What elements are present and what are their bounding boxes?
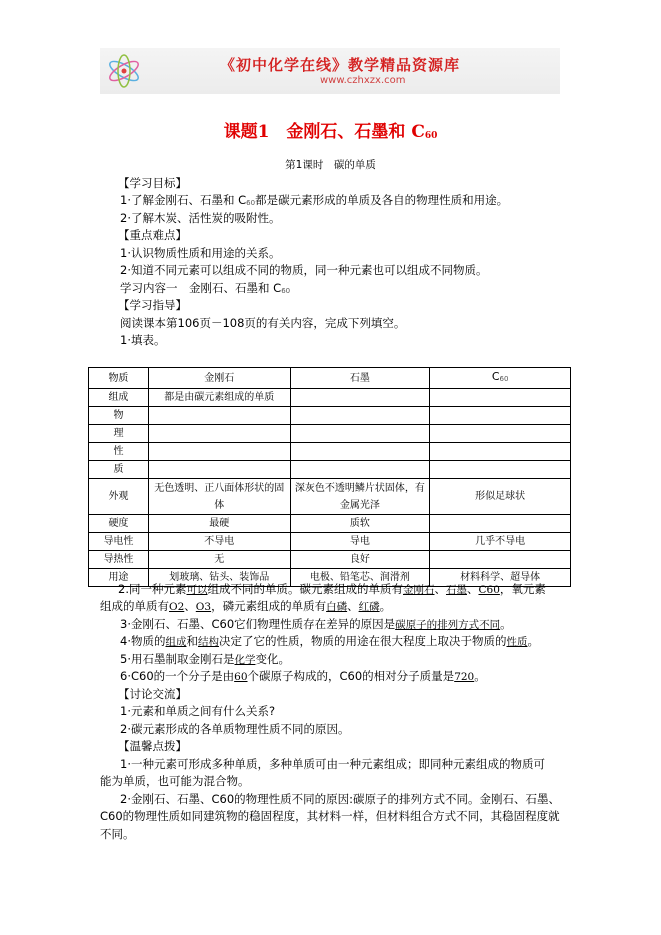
lesson-subtitle: 第1课时 碳的单质 [285,159,376,171]
atom-logo-icon [106,54,142,88]
title-subscript: 60 [424,131,438,141]
table-header-cell: 石墨 [290,368,430,389]
table-row [89,479,571,515]
table-row [89,443,571,461]
question-2: 2.同一种元素可以组成不同的单质。碳元素组成的单质有金刚石、石墨、C60，氧元素 [118,582,546,596]
table-cell: 不导电 [148,533,290,551]
table-cell [148,443,290,461]
question-2-cont: 组成的单质有O2、O3，磷元素组成的单质有白磷、红磷。 [100,599,392,613]
table-cell: 性 [89,443,149,461]
table-cell [430,551,571,569]
properties-table [88,367,571,587]
table-row [89,551,571,569]
table-header-cell: 金刚石 [148,368,290,389]
brand-name: 《初中化学在线》教学精品资源库 [220,56,461,74]
table-cell: 几乎不导电 [430,533,571,551]
table-cell [148,425,290,443]
question-4: 4·物质的组成和结构决定了它的性质，物质的用途在很大程度上取决于物质的性质。 [120,634,539,648]
table-cell [430,389,571,407]
table-cell: 导热性 [89,551,149,569]
table-cell: 电极、铅笔芯、润滑剂 [290,569,430,587]
table-cell: 材料科学、超导体 [430,569,571,587]
table-cell [290,461,430,479]
table-cell [290,407,430,425]
site-url: www.czhxzx.com [320,75,406,86]
table-cell: 最硬 [148,515,290,533]
table-cell [430,515,571,533]
table-header-cell: 物质 [89,368,149,389]
tip-text: 不同。 [100,827,135,841]
question-1: 1·填表。 [120,333,166,347]
content-heading: 学习内容一 金刚石、石墨和 $C_{60}$ [120,281,291,295]
keypoints-heading: 【重点难点】 [118,228,187,242]
guide-intro: 阅读课本第106页－108页的有关内容，完成下列填空。 [120,316,406,330]
discuss-item: 2·碳元素形成的各单质物理性质不同的原因。 [120,722,350,736]
table-header-row [89,368,571,389]
table-cell: 理 [89,425,149,443]
table-cell [290,443,430,461]
page-title [0,117,661,142]
table-header-cell: $C_{60}$ [430,368,571,389]
table-cell [430,407,571,425]
table-row [89,533,571,551]
table-cell [148,407,290,425]
tip-text: 2·金刚石、石墨、C60的物理性质不同的原因:碳原子的排列方式不同。金刚石、石墨、 [120,792,561,806]
tip-text: 1·一种元素可形成多种单质，多种单质可由一种元素组成；即同种元素组成的物质可 [120,757,545,771]
table-row [89,425,571,443]
table-cell: 组成 [89,389,149,407]
goals-heading: 【学习目标】 [118,176,187,190]
discuss-item: 1·元素和单质之间有什么关系? [120,704,276,718]
table-cell: 质软 [290,515,430,533]
table-cell: 无色透明、正八面体形状的固体 [148,479,290,515]
table-cell: 形似足球状 [430,479,571,515]
table-row [89,389,571,407]
table-cell: 深灰色不透明鳞片状固体，有金属光泽 [290,479,430,515]
table-cell [430,425,571,443]
guide-heading: 【学习指导】 [118,298,187,312]
discuss-heading: 【讨论交流】 [118,687,187,701]
table-cell: 都是由碳元素组成的单质 [148,389,290,407]
goal-item: 1·了解金刚石、石墨和 $C_{60}$都是碳元素形成的单质及各自的物理性质和用途。 [120,193,509,207]
table-cell: 用途 [89,569,149,587]
table-cell [148,461,290,479]
table-cell [290,389,430,407]
table-row [89,461,571,479]
table-cell: 物 [89,407,149,425]
table-cell: 良好 [290,551,430,569]
goal-item: 2·了解木炭、活性炭的吸附性。 [120,211,281,225]
table-cell: 导电性 [89,533,149,551]
tip-text: C60的物理性质如同建筑物的稳固程度，其材料一样，但材料组合方式不同，其稳固程度就 [100,809,560,823]
keypoint-item: 1·认识物质性质和用途的关系。 [120,246,281,260]
tip-text: 能为单质，也可能为混合物。 [100,774,250,788]
table-cell: 质 [89,461,149,479]
table-cell [290,425,430,443]
table-cell [430,461,571,479]
header-banner [100,48,560,94]
table-cell [430,443,571,461]
tips-heading: 【温馨点拨】 [118,739,187,753]
keypoint-item: 2·知道不同元素可以组成不同的物质，同一种元素也可以组成不同物质。 [120,263,488,277]
title-text: 课题1 金刚石、石墨和 C [223,122,425,142]
table-cell: 外观 [89,479,149,515]
question-5: 5·用石墨制取金刚石是化学变化。 [120,652,290,666]
table-cell: 导电 [290,533,430,551]
table-cell: 硬度 [89,515,149,533]
question-6: 6·C60的一个分子是由60个碳原子构成的，C60的相对分子质量是720。 [120,669,486,683]
table-row [89,407,571,425]
table-row [89,515,571,533]
table-cell: 划玻璃、钻头、装饰品 [148,569,290,587]
table-cell: 无 [148,551,290,569]
question-3: 3·金刚石、石墨、C60它们物理性质存在差异的原因是碳原子的排列方式不同。 [120,617,512,631]
